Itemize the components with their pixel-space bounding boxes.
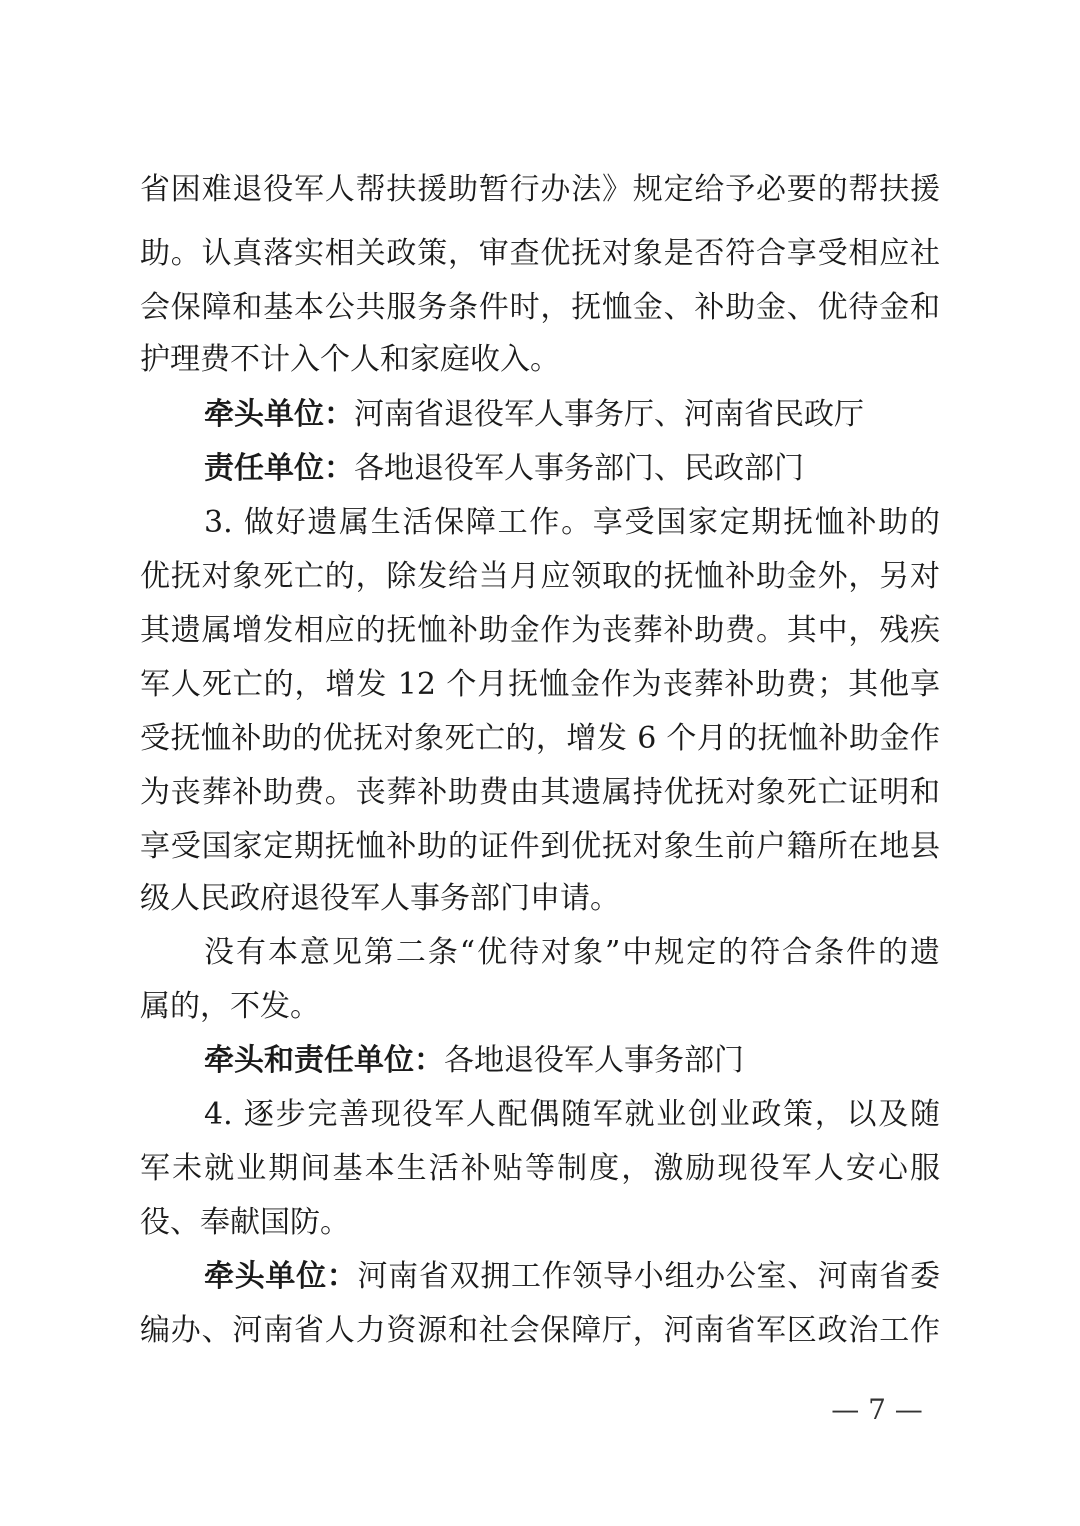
lead-unit-value: 河南省双拥工作领导小组办公室、河南省委 [357,1259,940,1294]
page-number: — 7 — [831,1393,923,1426]
item3-line: 优抚对象死亡的，除发给当月应领取的抚恤补助金外，另对 [140,559,940,594]
lead-unit-line [204,1257,940,1297]
lead-resp-unit-value: 各地退役军人事务部门 [444,1043,744,1078]
item3-line: 级人民政府退役军人事务部门申请。 [140,881,620,916]
item3-line: 其遗属增发相应的抚恤补助金作为丧葬补助费。其中，残疾 [140,613,940,648]
item3-line: 受抚恤补助的优抚对象死亡的，增发 6 个月的抚恤补助金作 [140,721,940,756]
lead-resp-unit-label: 牵头和责任单位： [204,1043,444,1078]
resp-unit-value: 各地退役军人事务部门、民政部门 [354,451,804,486]
paragraph-line: 助。认真落实相关政策，审查优抚对象是否符合享受相应社 [140,236,940,271]
resp-unit-label: 责任单位： [204,451,354,486]
paragraph-line: 省困难退役军人帮扶援助暂行办法》规定给予必要的帮扶援 [140,172,940,207]
note-line: 没有本意见第二条“优待对象”中规定的符合条件的遗 [204,935,940,970]
lead-unit-value: 河南省退役军人事务厅、河南省民政厅 [354,397,864,432]
item3-line: 军人死亡的，增发 12 个月抚恤金作为丧葬补助费；其他享 [140,667,940,702]
paragraph-line: 护理费不计入个人和家庭收入。 [140,342,560,377]
lead-unit-continuation: 编办、河南省人力资源和社会保障厅，河南省军区政治工作 [140,1313,940,1348]
item3-line: 3. 做好遗属生活保障工作。享受国家定期抚恤补助的 [204,505,940,540]
lead-unit-label: 牵头单位： [204,397,354,432]
item3-line: 为丧葬补助费。丧葬补助费由其遗属持优抚对象死亡证明和 [140,775,940,810]
resp-unit-line [204,449,940,489]
lead-resp-unit-line [204,1041,940,1081]
item3-line: 享受国家定期抚恤补助的证件到优抚对象生前户籍所在地县 [140,829,940,864]
lead-unit-line [204,395,940,435]
paragraph-line: 会保障和基本公共服务条件时，抚恤金、补助金、优待金和 [140,290,940,325]
item4-line: 役、奉献国防。 [140,1205,350,1240]
item4-line: 4. 逐步完善现役军人配偶随军就业创业政策，以及随 [204,1097,940,1132]
lead-unit-label: 牵头单位： [204,1259,358,1294]
item4-line: 军未就业期间基本生活补贴等制度，激励现役军人安心服 [140,1151,940,1186]
note-line: 属的，不发。 [140,989,320,1024]
